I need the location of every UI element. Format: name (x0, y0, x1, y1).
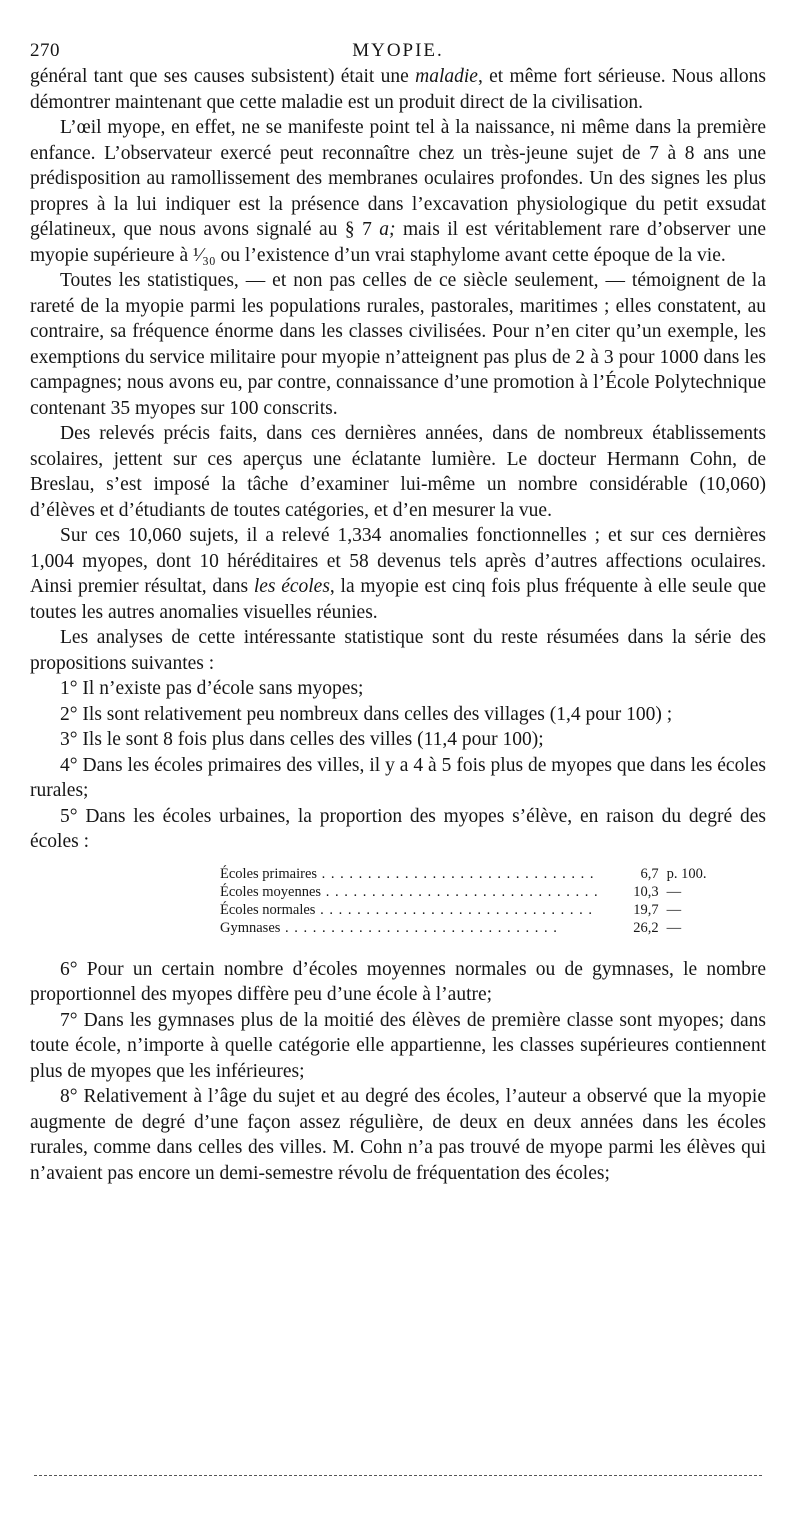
list-item-8: 8° Relativement à l’âge du sujet et au degré des écoles, l’auteur a observé que la myopie augmente de degré d’une façon assez régulière, de deux en deux années dans les écoles rurales, comme dans celles des villes. M. Cohn n’a pas trouvé de myope parmi les élèves qui n’avaient pas encore un demi-semestre révolu de fréquentation des écoles; (30, 1086, 766, 1184)
row-unit: p. 100. (666, 865, 707, 882)
list-item-3: 3° Ils le sont 8 fois plus dans celles des villes (11,4 pour 100); (60, 729, 544, 750)
page-header (30, 36, 766, 64)
list-item-6: 6° Pour un certain nombre d’écoles moyennes normales ou de gymnases, le nombre proportionnel des myopes diffère peu d’une école à l’autre; (30, 958, 766, 1005)
row-value: 19,7 (633, 901, 659, 918)
running-title: MYOPIE. (352, 40, 444, 61)
list-item-4: 4° Dans les écoles primaires des villes, il y a 4 à 5 fois plus de myopes que dans les écoles rurales; (30, 754, 766, 801)
row-value: 26,2 (633, 919, 659, 936)
page-number: 270 (30, 40, 60, 61)
row-value: 10,3 (633, 883, 659, 900)
list-item-2: 2° Ils sont relativement peu nombreux dans celles des villages (1,4 pour 100) ; (60, 703, 673, 725)
footer-dashed-rule (34, 1475, 762, 1476)
row-label: Écoles moyennes (220, 883, 322, 900)
paragraph-6: Les analyses de cette intéressante statistique sont du reste résumées dans la série des propositions suivantes : (30, 627, 766, 674)
list-item-7: 7° Dans les gymnases plus de la moitié des élèves de première classe sont myopes; dans toute école, n’importe à quelle catégorie elle appartienne, les classes supérieures contiennent plus de myopes que les inférieures; (30, 1009, 766, 1082)
table-row (220, 919, 717, 937)
table-row (220, 865, 717, 883)
book-page (30, 36, 766, 1186)
table-row (220, 901, 717, 919)
paragraph-3: Toutes les statistiques, — et non pas celles de ce siècle seulement, — témoignent de la rareté de la myopie parmi les populations rurales, pastorales, maritimes ; elles constatent, au contraire, sa fréquence énorme dans les classes civilisées. Pour n’en citer qu’un exemple, les exemptions du service militaire pour myopie n’atteignent pas plus de 2 à 3 pour 1000 dans les campagnes; nous avons eu, par contre, connaissance d’une promotion à l’École Polytechnique contenant 35 myopes sur 100 conscrits. (30, 270, 766, 419)
paragraph-5: Sur ces 10,060 sujets, il a relevé 1,334 anomalies fonctionnelles ; et sur ces dernières 1,004 myopes, dont 10 héréditaires et 58 devenus tels après d’autres affections oculaires. Ainsi premier résultat, dans les écoles, la myopie est cinq fois plus fréquente à elle seule que toutes les autres anomalies visuelles réunies. (30, 525, 766, 623)
row-value: 6,7 (640, 865, 659, 882)
row-unit: — (666, 883, 682, 900)
table-row (220, 883, 717, 901)
list-item-5: 5° Dans les écoles urbaines, la proportion des myopes s’élève, en raison du degré des écoles : (30, 805, 766, 852)
paragraph-1: général tant que ses causes subsistent) était une maladie, et même fort sérieuse. Nous allons démontrer maintenant que cette maladie est un produit direct de la civilisation. (30, 66, 766, 113)
row-unit: — (666, 919, 682, 936)
row-unit: — (666, 901, 682, 918)
list-item-1: 1° Il n’existe pas d’école sans myopes; (60, 678, 364, 699)
paragraph-2: L’œil myope, en effet, ne se manifeste point tel à la naissance, ni même dans la première enfance. L’observateur exercé peut reconnaître chez un très-jeune sujet de 7 à 8 ans une prédisposition au ramollissement des membranes oculaires profondes. Un des signes les plus propres à la lui indiquer est la présence dans l’excavation physiologique du petit exsudat gélatineux, que nous avons signalé au § 7 a; mais il est véritablement rare d’observer une myopie supérieure à ¹⁄₃₀ ou l’existence d’un vrai staphylome avant cette époque de la vie. (30, 117, 766, 266)
row-label: Écoles primaires (220, 865, 318, 882)
row-label: Gymnases (220, 919, 281, 936)
paragraph-4: Des relevés précis faits, dans ces dernières années, dans de nombreux établissements scolaires, jettent sur ces aperçus une éclatante lumière. Le docteur Hermann Cohn, de Breslau, s’est imposé la tâche d’examiner lui-même un nombre considérable (10,060) d’élèves et d’étudiants de toutes catégories, et d’en mesurer la vue. (30, 423, 766, 521)
body-text (30, 64, 766, 1186)
row-label: Écoles normales (220, 901, 316, 918)
school-statistics-table (30, 865, 766, 937)
